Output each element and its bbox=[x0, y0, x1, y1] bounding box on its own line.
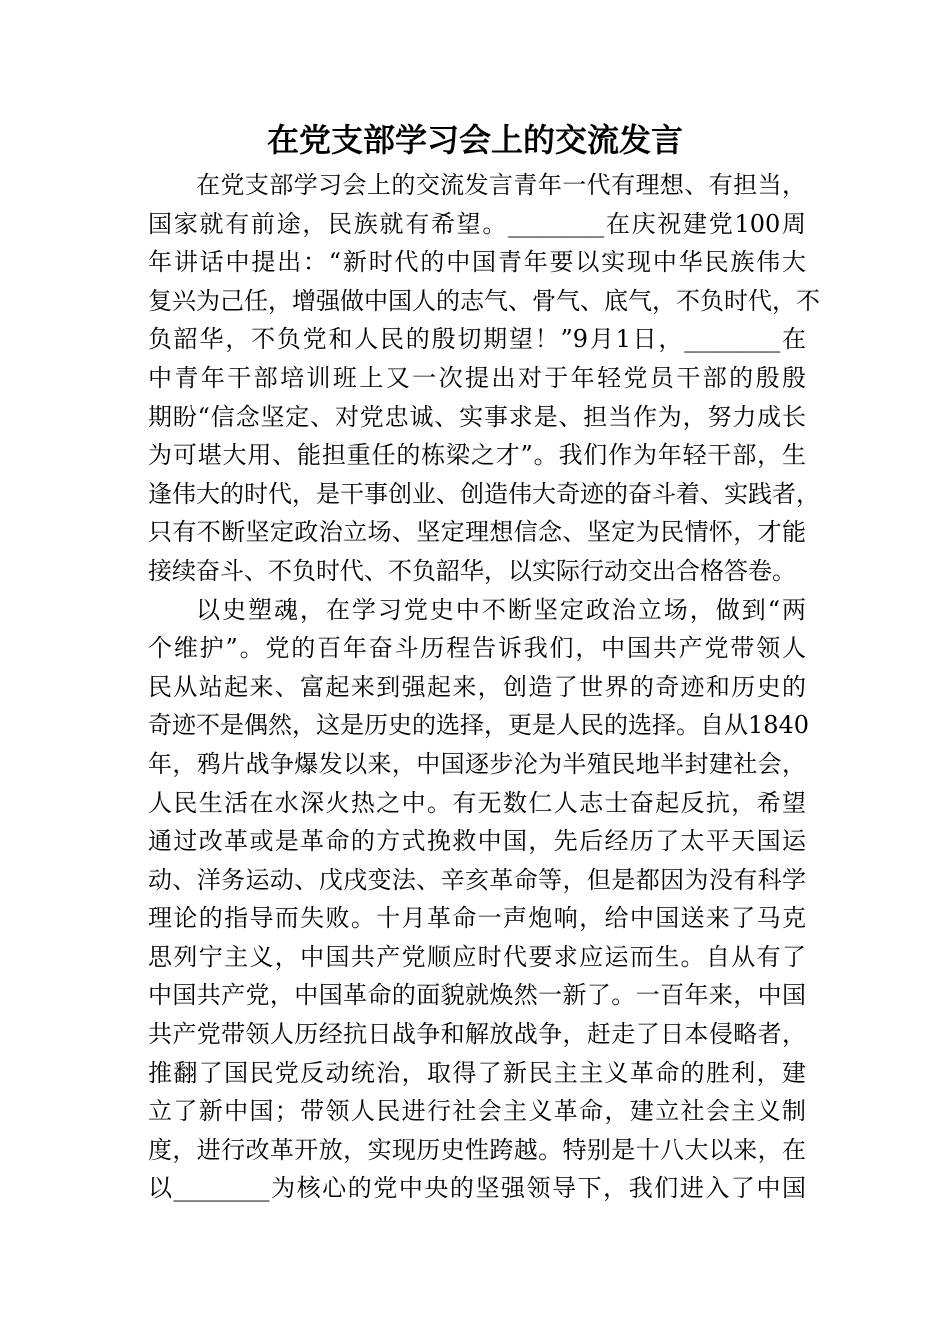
text-line: 推翻了国民党反动统治，取得了新民主主义革命的胜利，建 bbox=[148, 1058, 806, 1087]
text-line: 只有不断坚定政治立场、坚定理想信念、坚定为民情怀，才能 bbox=[148, 518, 806, 547]
text-line: 国家就有前途，民族就有希望。________在庆祝建党100周 bbox=[148, 209, 806, 238]
text-line: 通过改革或是革命的方式挽救中国，先后经历了太平天国运 bbox=[148, 827, 806, 856]
text-line: 负韶华，不负党和人民的殷切期望！”9月1日，________在 bbox=[148, 325, 806, 354]
text-line: 接续奋斗、不负时代、不负韶华，以实际行动交出合格答卷。 bbox=[148, 556, 796, 585]
text-line: 年，鸦片战争爆发以来，中国逐步沦为半殖民地半封建社会， bbox=[148, 749, 806, 778]
text-line: 复兴为己任，增强做中国人的志气、骨气、底气，不负时代，不 bbox=[148, 286, 820, 315]
text-line: 以________为核心的党中央的坚强领导下，我们进入了中国 bbox=[148, 1174, 806, 1203]
text-line: 为可堪大用、能担重任的栋梁之才”。我们作为年轻干部，生 bbox=[148, 441, 806, 470]
document-body bbox=[148, 166, 820, 1208]
text-line: 中国共产党，中国革命的面貌就焕然一新了。一百年来，中国 bbox=[148, 981, 806, 1010]
text-line: 度，进行改革开放，实现历史性跨越。特别是十八大以来，在 bbox=[148, 1135, 806, 1164]
text-line: 期盼“信念坚定、对党忠诚、实事求是、担当作为，努力成长 bbox=[148, 402, 806, 431]
text-line: 共产党带领人历经抗日战争和解放战争，赶走了日本侵略者， bbox=[148, 1020, 806, 1049]
text-line: 在党支部学习会上的交流发言青年一代有理想、有担当， bbox=[196, 171, 806, 199]
text-line: 理论的指导而失败。十月革命一声炮响，给中国送来了马克 bbox=[148, 904, 806, 933]
text-line: 动、洋务运动、戊戌变法、辛亥革命等，但是都因为没有科学 bbox=[148, 865, 806, 894]
text-line: 逢伟大的时代，是干事创业、创造伟大奇迹的奋斗着、实践者， bbox=[148, 479, 820, 508]
text-line: 中青年干部培训班上又一次提出对于年轻党员干部的殷殷 bbox=[148, 363, 806, 392]
text-line: 以史塑魂，在学习党史中不断坚定政治立场，做到“两 bbox=[196, 595, 806, 624]
text-line: 个维护”。党的百年奋斗历程告诉我们，中国共产党带领人 bbox=[148, 634, 806, 663]
text-line: 奇迹不是偶然，这是历史的选择，更是人民的选择。自从1840 bbox=[148, 711, 810, 740]
document-title: 在党支部学习会上的交流发言 bbox=[266, 121, 683, 159]
text-line: 年讲话中提出：“新时代的中国青年要以实现中华民族伟大 bbox=[148, 248, 806, 277]
text-line: 民从站起来、富起来到强起来，创造了世界的奇迹和历史的 bbox=[148, 672, 806, 701]
text-line: 思列宁主义，中国共产党顺应时代要求应运而生。自从有了 bbox=[148, 942, 806, 971]
text-line: 人民生活在水深火热之中。有无数仁人志士奋起反抗，希望 bbox=[148, 788, 806, 817]
text-line: 立了新中国；带领人民进行社会主义革命，建立社会主义制 bbox=[148, 1097, 806, 1126]
